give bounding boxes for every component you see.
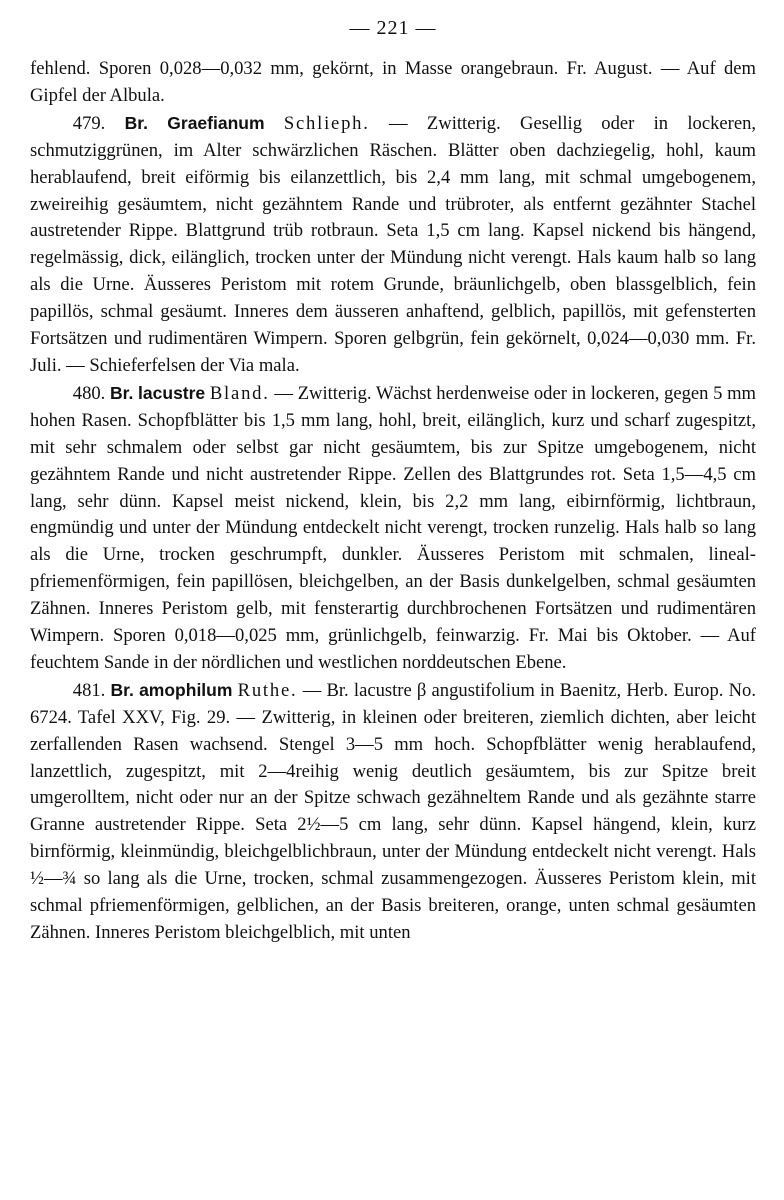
genus-abbreviation: Br. [110,382,134,403]
document-page [30,14,756,947]
entry-number: 480. [72,382,106,404]
species-entry-480 [30,380,756,677]
species-entry-481 [30,677,756,947]
species-author: Schlieph. [283,112,370,134]
entry-description: — Zwitterig. Wächst herdenweise oder in lockeren, gegen 5 mm hohen Rasen. Schopfblätter bis 1,5 mm lang, hohl, breit, eilänglich, kurz und scharf zugespitzt, mit sehr schmalem oder selbst gar nicht gesäumtem, bis zur Spitze umgebogenem, nicht gezähntem Rande und nicht austretender Rippe. Zellen des Blattgrundes rot. Seta 1,5—4,5 cm lang, sehr dünn. Kapsel meist nickend, klein, bis 2,2 mm lang, eibirnförmig, lichtbraun, engmündig und unter der Mündung entdeckelt nicht verengt, trocken runzelig. Hals halb so lang als die Urne, trocken geschrumpft, dunkler. Äusseres Peristom mit schmalen, lineal-pfriemenförmigen, fein papillösen, bleichgelben, an der Basis dunkelgelben, schmal gesäumten Zähnen. Inneres Peristom gelb, mit fensterartig durchbrochenen Fortsätzen und rudimentären Wimpern. Sporen 0,018—0,025 mm, grünlichgelb, feinwarzig. Fr. Mai bis Oktober. — Auf feuchtem Sande in der nördlichen und westlichen norddeutschen Ebene. [30,382,757,673]
entry-number: 479. [72,112,106,134]
carryover-paragraph: fehlend. Sporen 0,028—0,032 mm, gekörnt, in Masse orangebraun. Fr. August. — Auf dem Gipfel der Albula. [30,58,756,106]
species-author: Bland. [209,382,270,404]
genus-abbreviation: Br. [110,679,134,700]
species-name: Graefianum [167,112,265,133]
entry-description: — Br. lacustre β angustifolium in Baenitz, Herb. Europ. No. 6724. Tafel XXV, Fig. 29. — Zwitterig, in kleinen oder breiteren, ziemlich dichten, aber leicht zerfallenden Rasen wachsend. Stengel 3—5 mm hoch. Schopfblätter wenig herablaufend, lanzettlich, zugespitzt, mit 2—4reihig wenig deutlich gesäumtem, bis zur Spitze breit umgerolltem, nicht oder nur an der Spitze schwach gezähneltem Rande und als gezähnte starre Granne austretender Rippe. Seta 2½—5 cm lang, sehr dünn. Kapsel hängend, klein, kurz birnförmig, kleinmündig, bleichgelblichbraun, unter der Mündung entdeckelt nicht verengt. Hals ½—¾ so lang als die Urne, trocken, schmal zusammengezogen. Äusseres Peristom klein, mit schmal pfriemenförmigen, gelblichen, an der Basis breiteren, orange, unten schmal gesäumten Zähnen. Inneres Peristom bleichgelblich, mit unten [30,679,756,943]
entry-number: 481. [72,679,106,701]
page-number: — 221 — [349,17,437,39]
species-name: lacustre [138,382,206,403]
species-author: Ruthe. [237,679,298,701]
genus-abbreviation: Br. [124,112,148,133]
species-name: amophilum [139,679,233,700]
page-body [30,56,756,947]
species-entry-479 [30,110,756,380]
entry-description: — Zwitterig. Gesellig oder in lockeren, schmutziggrünen, im Alter schwärzlichen Räschen. Blätter oben dachziegelig, hohl, kaum herablaufend, breit eiförmig bis eilanzettlich, bis 2,4 mm lang, mit schmal umgebogenem, zweireihig gesäumtem, nicht gezähntem Rande und trübroter, als entfernt gezähnter Stachel austretender Rippe. Blattgrund trüb rotbraun. Seta 1,5 cm lang. Kapsel nickend bis hängend, regelmässig, dick, eilänglich, trocken unter der Mündung nicht verengt. Hals kaum halb so lang als die Urne. Äusseres Peristom mit rotem Grunde, bräunlichgelb, oben blassgelblich, fein papillös, schmal gesäumt. Inneres dem äusseren anhaftend, gelblich, papillös, mit gefensterten Fortsätzen und rudimentären Wimpern. Sporen gelbgrün, fein gekörnelt, 0,024—0,030 mm. Fr. Juli. — Schieferfelsen der Via mala. [30,112,757,376]
